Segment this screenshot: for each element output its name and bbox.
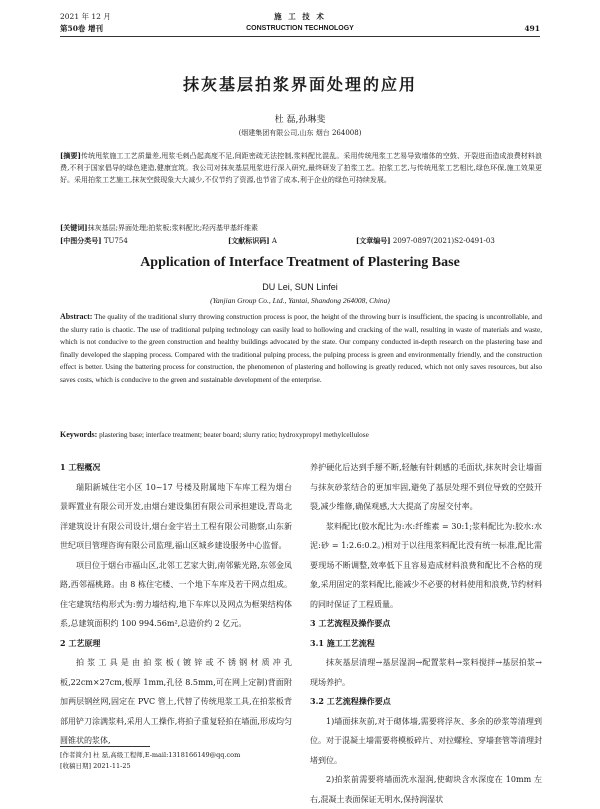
abstract-en-text: The quality of the traditional slurry throwing construction process is poor, the height of the throwing burr is insufficient, the spacing is uncontrollable, and the slurry ratio is chaotic. The use of traditional pulping technology can easily lead to hollowing and cracking of the wall, resulting in waste of materials and waste, which is not conducive to the green construction and healthy buildings advocated by the state. Our company conducted in-depth research on the plastering base and finally developed the slapping process. Compared with the traditional pulping process, the pulping process is green and environmentally friendly, and the construction effect is better. Using the battering process for construction, the phenomenon of plastering and hollowing is greatly reduced, which not only saves resources, but also saves costs, which is conducive to the green and sustainable development of the enterprise. — [60, 313, 542, 384]
section-3-2-heading: 3.2 工艺流程操作要点 — [310, 696, 391, 706]
issue-date: 2021 年 12 月 — [60, 12, 111, 21]
section-3-heading: 3 工艺流程及操作要点 — [310, 618, 391, 628]
article-number — [356, 236, 495, 246]
keywords-en-label: Keywords: — [60, 430, 98, 439]
section-1-paragraph-1: 瑞阳新城住宅小区 10~17 号楼及附属地下车库工程为烟台景晖置业有限公司开发,由烟台建设集团有限公司承担建设,青岛北洋建筑设计有限公司设计,烟台金宇岩土工程有限公司勘察,山东新世纪项目管理咨询有限公司监理,福山区城乡建设服务中心监督。 — [60, 482, 292, 550]
page-number: 491 — [524, 24, 540, 33]
section-2-paragraph-1: 拍浆工具是由拍浆板(镀锌或不锈钢材质冲孔板,22cm×27cm,板厚 1mm,孔径 8.5mm,可在网上定制)背面附加两层钢丝网,固定在 PVC 管上,代替了传统甩浆工具,在拍浆板背部用铲刀涂满浆料,采用人工操作,将拍子重复轻拍在墙面,形成均匀圆锥状的浆体, — [60, 658, 292, 745]
slurry-ratio-paragraph: 浆料配比(胶水配比为:水:纤维素 = 30:1;浆料配比为:胶水:水泥:砂 = 1:2.6:0.2。)相对于以往甩浆料配比没有统一标准,配比需要现场不断调整,效率低下且容易造成材料浪费和配比不合格的现象,采用固定的浆料配比,能减少不必要的材料使用和浪费,节约材料的同时保证了工程质量。 — [310, 521, 542, 609]
abstract-cn-text: 传统甩浆施工工艺质量差,甩浆毛刺凸起高度不足,间距密疏无法控制,浆料配比混乱。采用传统甩浆工艺易导致墙体的空鼓、开裂进而造成浪费材料浪费,不利于国家倡导的绿色建造,健康宜筑。我公司对抹灰基层甩浆进行深入研究,最终研发了拍浆工艺。拍浆工艺,与传统甩浆工艺相比,绿色环保,施工效果更好。采用拍浆工艺施工,抹灰空鼓现象大大减少,不仅节约了资源,也节省了成本,利于企业的绿色可持续发展。 — [60, 152, 542, 184]
journal-title-cn: 施 工 技 术 — [274, 12, 326, 21]
article-label: [文章编号] — [356, 236, 391, 245]
clc-value: TU754 — [103, 237, 128, 245]
received-date-footnote: [收稿日期] 2021-11-25 — [60, 762, 131, 770]
section-1-heading: 1 工程概况 — [60, 462, 101, 472]
author-info-footnote: [作者简介] 杜 磊,高级工程师,E-mail:1318166149@qq.com — [60, 751, 241, 759]
header-rule — [60, 36, 540, 37]
operation-step-2: 2)拍浆前需要将墙面洗水湿润,使砌块含水深度在 10mm 左右,混凝土表面保证无明水,保持润湿状 — [310, 775, 542, 804]
continued-paragraph: 养护硬化后达到手掰不断,轻触有针刺感的毛面状,抹灰时会让墙面与抹灰砂浆结合的更加牢固,避免了基层处理不到位导致的空鼓开裂,减少维修,确保观感,大大提高了房屋交付率。 — [310, 463, 542, 511]
keywords-cn-text: 抹灰基层;界面处理;拍浆板;浆料配比;羟丙基甲基纤维素 — [87, 224, 259, 232]
operation-step-1: 1)墙面抹灰前,对于砌体墙,需要将浮灰、多余的砂浆等清理到位。对于混凝土墙需要将模板碎片、对拉螺栓、穿墙套管等清理封堵到位。 — [310, 716, 542, 765]
affiliation-en: (Yanjian Group Co., Ltd., Yantai, Shandong 264008, China) — [210, 296, 390, 305]
footnote-rule — [60, 746, 150, 747]
abstract-en — [60, 311, 542, 387]
clc-number — [60, 236, 128, 246]
section-1-paragraph-2: 项目位于烟台市福山区,北邻工艺家大街,南邻紫光路,东邻金凤路,西邻福桃路。由 8 栋住宅楼、一个地下车库及若干网点组成。住宅建筑结构形式为:剪力墙结构,地下车库以及网点为框架结构体系,总建筑面积约 100 994.56m²,总造价约 2 亿元。 — [60, 560, 292, 628]
keywords-en-text: plastering base; interface treatment; beater board; slurry ratio; hydroxypropyl methylcellulose — [99, 431, 369, 439]
authors-en: DU Lei, SUN Linfei — [262, 282, 338, 292]
abstract-cn-label: [摘要] — [60, 151, 81, 160]
section-2-heading: 2 工艺原理 — [60, 637, 101, 648]
article-value: 2097-0897(2021)S2-0491-03 — [392, 237, 495, 245]
authors-cn: 杜 磊,孙琳斐 — [274, 115, 326, 125]
doc-code — [228, 236, 277, 246]
abstract-cn — [60, 150, 542, 186]
keywords-cn — [60, 222, 542, 235]
process-flow-paragraph: 抹灰基层清理→基层湿润→配置浆料→浆料搅拌→基层拍浆→现场养护。 — [310, 658, 542, 687]
doc-label: [文献标识码] — [228, 236, 270, 245]
clc-label: [中图分类号] — [60, 236, 102, 245]
volume-info: 第50卷 增刊 — [60, 24, 104, 33]
body-right-column — [310, 458, 542, 809]
article-title-en: Application of Interface Treatment of Plastering Base — [140, 255, 460, 270]
abstract-en-label: Abstract: — [60, 312, 93, 321]
article-title-cn: 抹灰基层拍浆界面处理的应用 — [182, 75, 417, 94]
doc-value: A — [271, 237, 277, 245]
journal-title-en: CONSTRUCTION TECHNOLOGY — [246, 25, 354, 32]
body-left-column — [60, 458, 292, 751]
keywords-cn-label: [关键词] — [60, 223, 88, 232]
affiliation-cn: (烟建集团有限公司,山东 烟台 264008) — [238, 129, 362, 137]
section-3-1-heading: 3.1 施工工艺流程 — [310, 637, 375, 648]
keywords-en — [60, 430, 542, 439]
